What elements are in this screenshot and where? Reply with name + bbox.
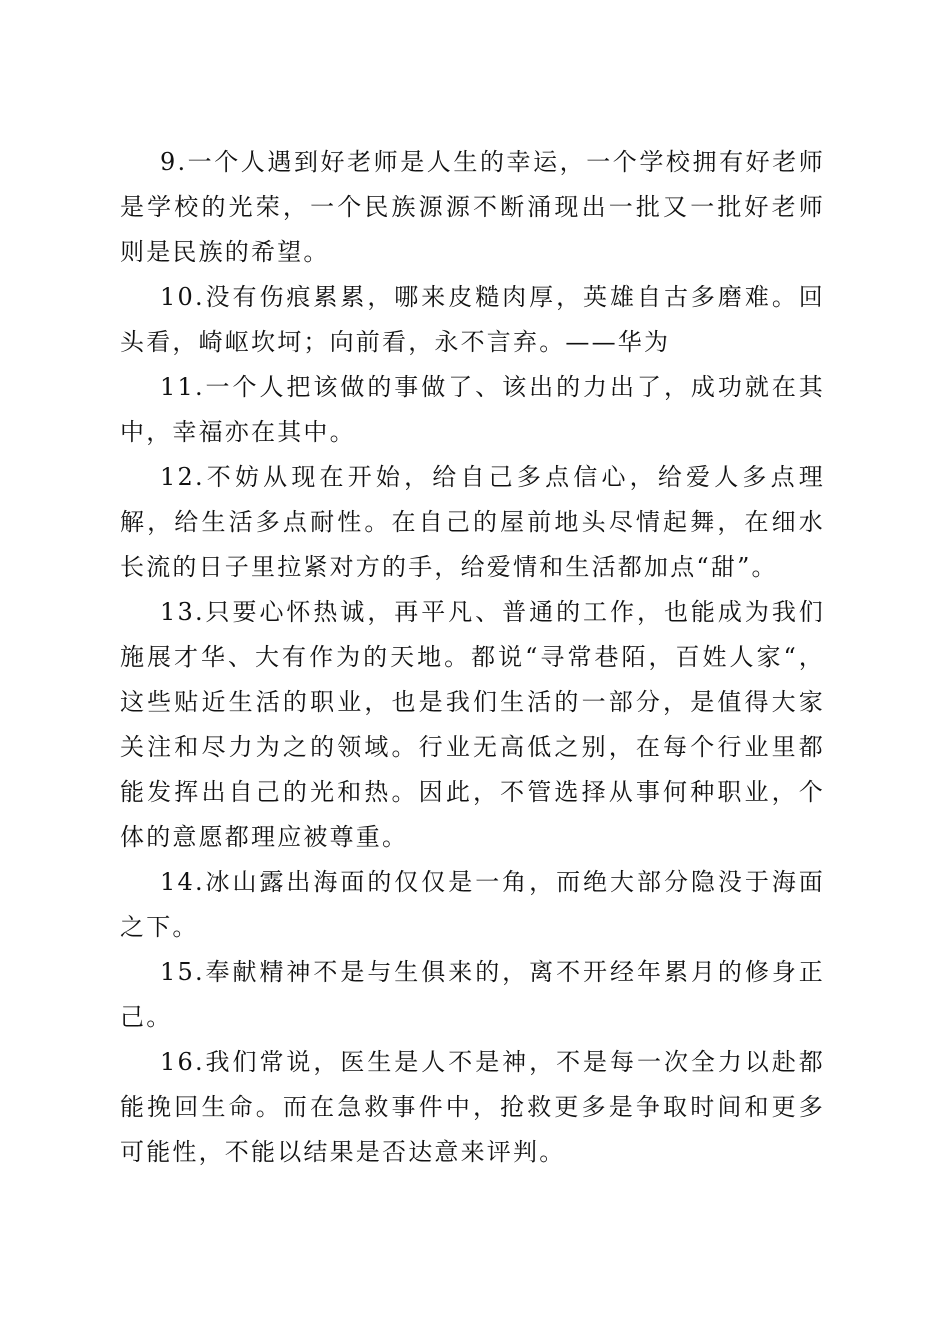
document-body: [120, 140, 825, 1175]
paragraph-9: 9.一个人遇到好老师是人生的幸运，一个学校拥有好老师是学校的光荣，一个民族源源不断涌现出一批又一批好老师则是民族的希望。: [120, 148, 825, 266]
paragraph-11: 11.一个人把该做的事做了、该出的力出了，成功就在其中，幸福亦在其中。: [120, 373, 825, 446]
paragraph-15: 15.奉献精神不是与生俱来的，离不开经年累月的修身正己。: [120, 958, 825, 1031]
paragraph-16: 16.我们常说，医生是人不是神，不是每一次全力以赴都能挽回生命。而在急救事件中，抢救更多是争取时间和更多可能性，不能以结果是否达意来评判。: [120, 1048, 825, 1166]
paragraph-14: 14.冰山露出海面的仅仅是一角，而绝大部分隐没于海面之下。: [120, 868, 825, 941]
paragraph-12: 12.不妨从现在开始，给自己多点信心，给爱人多点理解，给生活多点耐性。在自己的屋前地头尽情起舞，在细水长流的日子里拉紧对方的手，给爱情和生活都加点“甜”。: [120, 463, 825, 581]
paragraph-10: 10.没有伤痕累累，哪来皮糙肉厚，英雄自古多磨难。回头看，崎岖坎坷；向前看，永不言弃。——华为: [120, 283, 825, 356]
paragraph-13: 13.只要心怀热诚，再平凡、普通的工作，也能成为我们施展才华、大有作为的天地。都说“寻常巷陌，百姓人家“，这些贴近生活的职业，也是我们生活的一部分，是值得大家关注和尽力为之的领域。行业无高低之别，在每个行业里都能发挥出自己的光和热。因此，不管选择从事何种职业，个体的意愿都理应被尊重。: [120, 598, 825, 851]
